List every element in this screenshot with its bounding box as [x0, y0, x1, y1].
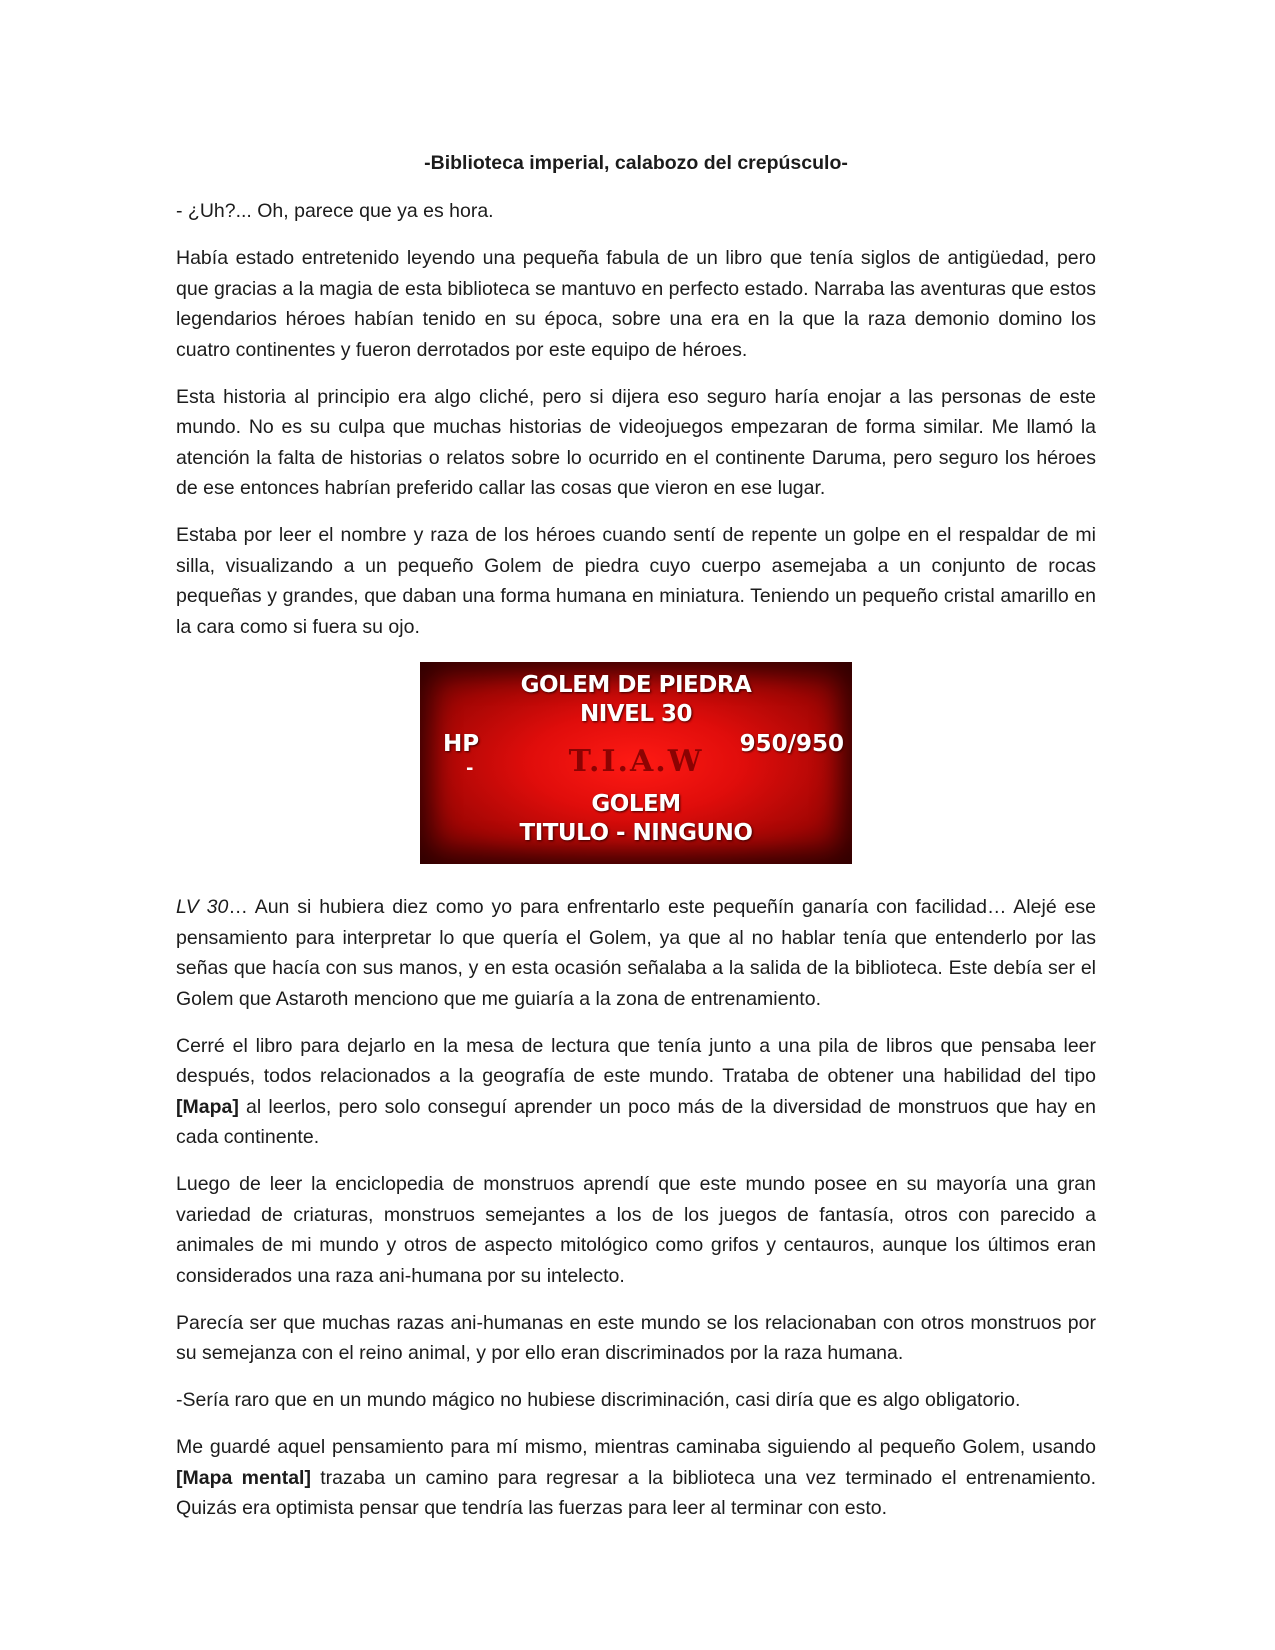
paragraph-5	[176, 892, 1096, 1014]
skill-mapa: [Mapa]	[176, 1095, 239, 1118]
watermark-text: T.I.A.W	[568, 744, 704, 779]
skill-mapa-mental: [Mapa mental]	[176, 1466, 311, 1489]
paragraph-10-text-b: trazaba un camino para regresar a la biblioteca una vez terminado el entrenamiento. Quizás era optimista pensar que tendría las fuerzas para leer al terminar con esto.	[176, 1466, 1096, 1519]
status-hp-value: 950/950	[739, 731, 844, 757]
golem-status-card	[420, 662, 852, 864]
paragraph-5-text: … Aun si hubiera diez como yo para enfrentarlo este pequeñín ganaría con facilidad… Alejé ese pensamiento para interpretar lo que quería el Golem, ya que al no hablar tenía que entenderlo por las señas que hacía con sus manos, y en esta ocasión señalaba a la salida de la biblioteca. Este debía ser el Golem que Astaroth menciono que me guiaría a la zona de entrenamiento.	[176, 896, 1096, 1010]
status-hp-dash: -	[466, 758, 474, 779]
status-race: GOLEM	[591, 791, 681, 817]
paragraph-6	[176, 1031, 1096, 1153]
status-hp-label: HP	[443, 731, 480, 757]
paragraph-6-text-a: Cerré el libro para dejarlo en la mesa de lectura que tenía junto a una pila de libros que pensaba leer después, todos relacionados a la geografía de este mundo. Trataba de obtener una habilidad del tipo	[176, 1034, 1096, 1087]
paragraph-4: Estaba por leer el nombre y raza de los héroes cuando sentí de repente un golpe en el respaldar de mi silla, visualizando a un pequeño Golem de piedra cuyo cuerpo asemejaba a un conjunto de rocas pequeñas y grandes, que daban una forma humana en miniatura. Teniendo un pequeño cristal amarillo en la cara como si fuera su ojo.	[176, 524, 1096, 638]
paragraph-10-text-a: Me guardé aquel pensamiento para mí mismo, mientras caminaba siguiendo al pequeño Golem, usando	[176, 1436, 1096, 1458]
paragraph-9: -Sería raro que en un mundo mágico no hubiese discriminación, casi diría que es algo obligatorio.	[176, 1389, 1021, 1411]
level-reference: LV 30	[176, 896, 229, 918]
paragraph-7: Luego de leer la enciclopedia de monstruos aprendí que este mundo posee en su mayoría una gran variedad de criaturas, monstruos semejantes a los de los juegos de fantasía, otros con parecido a animales de mi mundo y otros de aspecto mitológico como grifos y centauros, aunque los últimos eran considerados una raza ani-humana por su intelecto.	[176, 1173, 1096, 1287]
paragraph-6-text-b: al leerlos, pero solo conseguí aprender un poco más de la diversidad de monstruos que hay en cada continente.	[176, 1095, 1096, 1148]
chapter-heading: -Biblioteca imperial, calabozo del crepúsculo-	[424, 152, 848, 174]
status-title: TITULO - NINGUNO	[519, 820, 753, 846]
paragraph-1: - ¿Uh?... Oh, parece que ya es hora.	[176, 200, 494, 222]
status-name: GOLEM DE PIEDRA	[520, 672, 752, 698]
status-level: NIVEL 30	[580, 701, 692, 727]
document-page	[176, 148, 1096, 1540]
paragraph-10	[176, 1432, 1096, 1524]
paragraph-3: Esta historia al principio era algo cliché, pero si dijera eso seguro haría enojar a las personas de este mundo. No es su culpa que muchas historias de videojuegos empezaran de forma similar. Me llamó la atención la falta de historias o relatos sobre lo ocurrido en el continente Daruma, pero seguro los héroes de ese entonces habrían preferido callar las cosas que vieron en ese lugar.	[176, 385, 1096, 499]
paragraph-2: Había estado entretenido leyendo una pequeña fabula de un libro que tenía siglos de antigüedad, pero que gracias a la magia de esta biblioteca se mantuvo en perfecto estado. Narraba las aventuras que estos legendarios héroes habían tenido en su época, sobre una era en la que la raza demonio domino los cuatro continentes y fueron derrotados por este equipo de héroes.	[176, 247, 1096, 361]
paragraph-8: Parecía ser que muchas razas ani-humanas en este mundo se los relacionaban con otros monstruos por su semejanza con el reino animal, y por ello eran discriminados por la raza humana.	[176, 1311, 1096, 1364]
